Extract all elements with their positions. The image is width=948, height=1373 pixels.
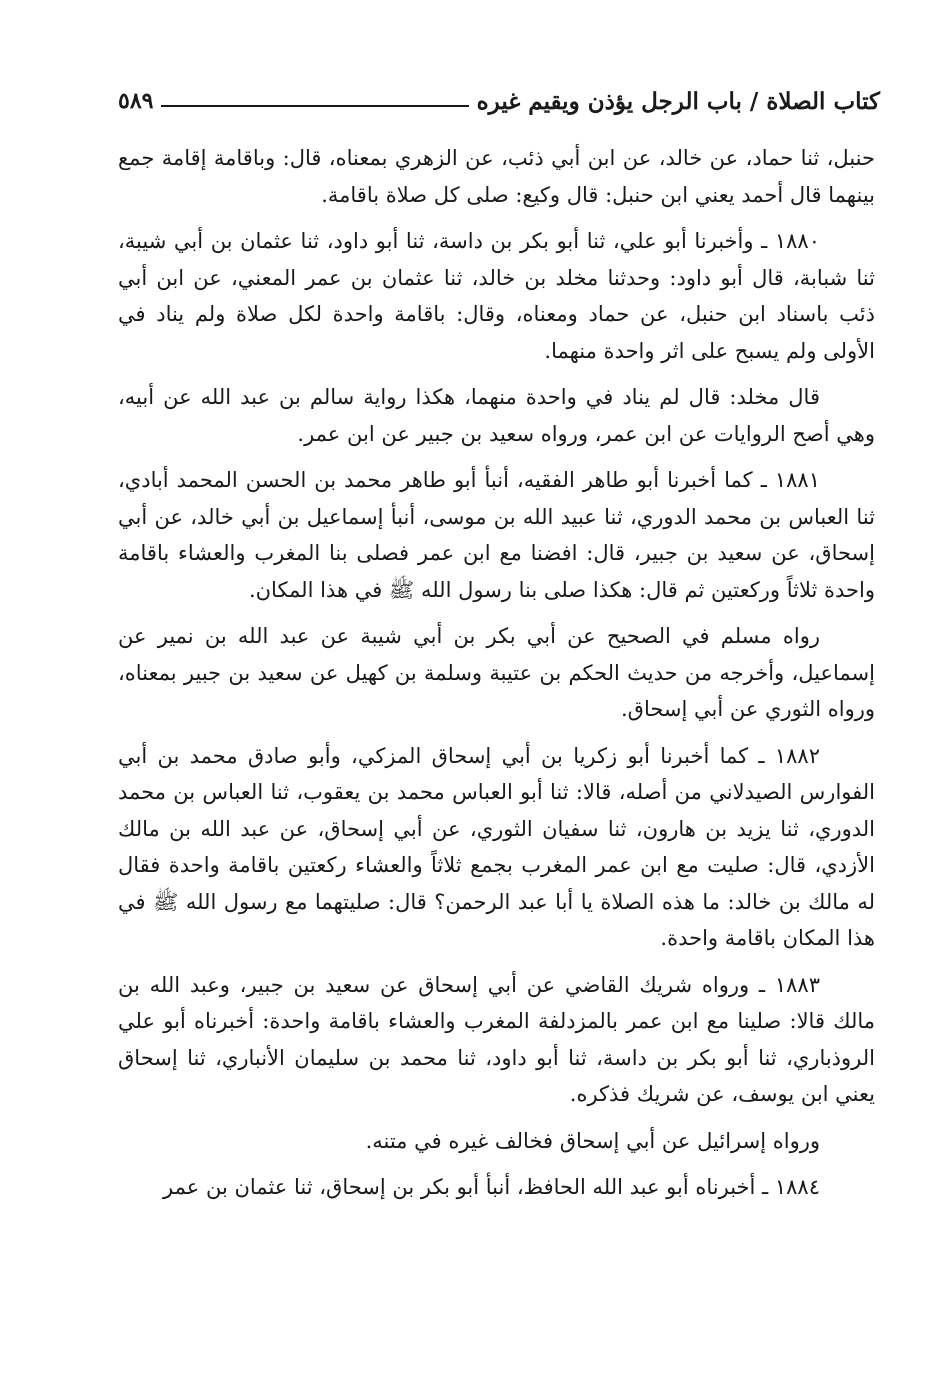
hadith-1881: ١٨٨١ ـ كما أخبرنا أبو طاهر الفقيه، أنبأ أبو طاهر محمد بن الحسن المحمد أبادي، ثنا العباس بن محمد الدوري، ثنا عبيد الله بن موسى، أنبأ إسماعيل بن أبي خالد، عن أبي إسحاق، عن سعيد بن جبير، قال: افضنا مع ابن عمر فصلى بنا المغرب والعشاء باقامة واحدة ثلاثاً وركعتين ثم قال: هكذا صلى بنا رسول الله ﷺ في هذا المكان. [118, 468, 875, 602]
hadith-1880: ١٨٨٠ ـ وأخبرنا أبو علي، ثنا أبو بكر بن داسة، ثنا أبو داود، ثنا عثمان بن أبي شيبة، ثنا شبابة، قال أبو داود: وحدثنا مخلد بن خالد، ثنا عثمان بن عمر المعني، عن ابن أبي ذئب باسناد ابن حنبل، عن حماد ومعناه، وقال: باقامة واحدة لكل صلاة ولم يناد في الأولى ولم يسبح على اثر واحدة منهما. [118, 229, 875, 363]
chapter-title: كتاب الصلاة / باب الرجل يؤذن ويقيم غيره [476, 87, 880, 115]
page-number: ٥٨٩ [118, 88, 154, 114]
paragraph: رواه مسلم في الصحيح عن أبي بكر بن أبي شيبة عن عبد الله بن نمير عن إسماعيل، وأخرجه من حديث الحكم بن عتيبة وسلمة بن كهيل عن سعيد بن جبير بمعناه، ورواه الثوري عن أبي إسحاق. [118, 624, 875, 721]
paragraph: قال مخلد: قال لم يناد في واحدة منهما، هكذا رواية سالم بن عبد الله عن أبيه، وهي أصح الروايات عن ابن عمر، ورواه سعيد بن جبير عن ابن عمر. [118, 385, 875, 446]
hadith-1884: ١٨٨٤ ـ أخبرناه أبو عبد الله الحافظ، أنبأ أبو بكر بن إسحاق، ثنا عثمان بن عمر [163, 1175, 820, 1199]
hadith-1882: ١٨٨٢ ـ كما أخبرنا أبو زكريا بن أبي إسحاق المزكي، وأبو صادق محمد بن أبي الفوارس الصيدلاني من أصله، قالا: ثنا أبو العباس محمد بن يعقوب، ثنا العباس بن محمد الدوري، ثنا يزيد بن هارون، ثنا سفيان الثوري، عن أبي إسحاق، عن عبد الله بن مالك الأزدي، قال: صليت مع ابن عمر المغرب بجمع ثلاثاً والعشاء ركعتين باقامة واحدة فقال له مالك بن خالد: ما هذه الصلاة يا أبا عبد الرحمن؟ قال: صليتهما مع رسول الله ﷺ في هذا المكان باقامة واحدة. [118, 743, 875, 950]
body-text [118, 140, 875, 1206]
running-header [118, 82, 880, 120]
paragraph: ورواه إسرائيل عن أبي إسحاق فخالف غيره في متنه. [365, 1128, 820, 1153]
hadith-1883: ١٨٨٣ ـ ورواه شريك القاضي عن أبي إسحاق عن سعيد بن جبير، وعبد الله بن مالك قالا: صلينا مع ابن عمر بالمزدلفة المغرب والعشاء باقامة واحدة: أخبرناه أبو علي الروذباري، ثنا أبو بكر بن داسة، ثنا أبو داود، ثنا محمد بن سليمان الأنباري، ثنا إسحاق يعني ابن يوسف، عن شريك فذكره. [118, 972, 875, 1106]
header-rule [161, 105, 468, 107]
paragraph: حنبل، ثنا حماد، عن خالد، عن ابن أبي ذئب، عن الزهري بمعناه، قال: وباقامة إقامة جمع بينهما قال أحمد يعني ابن حنبل: قال وكيع: صلى كل صلاة باقامة. [118, 146, 875, 207]
